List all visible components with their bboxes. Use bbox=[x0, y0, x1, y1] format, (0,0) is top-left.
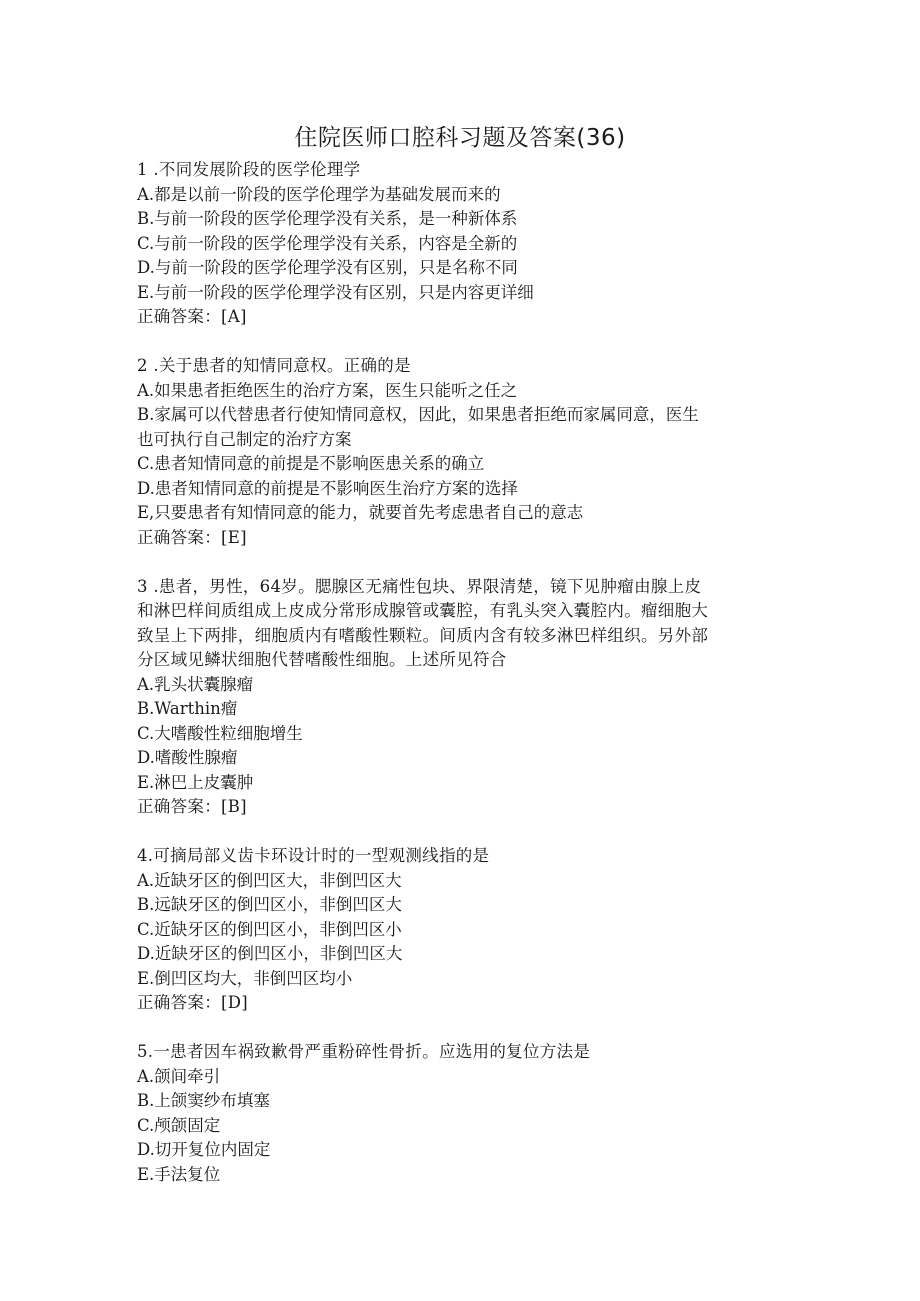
answer-option: A.都是以前一阶段的医学伦理学为基础发展而来的 bbox=[137, 184, 501, 204]
answer-option: 也可执行自己制定的治疗方案 bbox=[137, 429, 352, 449]
correct-answer: 正确答案：[B] bbox=[137, 797, 247, 816]
answer-option: D.近缺牙区的倒凹区小，非倒凹区大 bbox=[137, 944, 403, 963]
answer-option: E.淋巴上皮囊肿 bbox=[137, 772, 254, 792]
correct-answer: 正确答案：[E] bbox=[137, 527, 247, 547]
question-stem: 3 .患者，男性，64岁。腮腺区无痛性包块、界限清楚，镜下见肿瘤由腺上皮 bbox=[137, 576, 702, 596]
question-stem: 分区域见鳞状细胞代替嗜酸性细胞。上述所见符合 bbox=[137, 650, 507, 669]
answer-option: A.颌间牵引 bbox=[137, 1066, 221, 1086]
answer-option: C.大嗜酸性粒细胞增生 bbox=[137, 723, 303, 743]
answer-option: D.切开复位内固定 bbox=[137, 1140, 271, 1159]
question-stem: 5.一患者因车祸致歉骨严重粉碎性骨折。应选用的复位方法是 bbox=[137, 1042, 591, 1061]
answer-option: D.嗜酸性腺瘤 bbox=[137, 748, 238, 767]
answer-option: B.Warthin瘤 bbox=[137, 699, 238, 718]
page-title: 住院医师口腔科习题及答案(36) bbox=[294, 125, 626, 151]
answer-option: B.上颌窦纱布填塞 bbox=[137, 1091, 270, 1110]
answer-option: E,只要患者有知情同意的能力，就要首先考虑患者自己的意志 bbox=[137, 503, 584, 522]
answer-option: A.近缺牙区的倒凹区大，非倒凹区大 bbox=[137, 870, 402, 890]
answer-option: B.家属可以代替患者行使知情同意权，因此，如果患者拒绝而家属同意，医生 bbox=[137, 405, 699, 424]
answer-option: C.颅颌固定 bbox=[137, 1115, 221, 1135]
answer-option: A.乳头状囊腺瘤 bbox=[137, 674, 254, 694]
answer-option: C.与前一阶段的医学伦理学没有关系，内容是全新的 bbox=[137, 233, 518, 253]
answer-option: E.与前一阶段的医学伦理学没有区别，只是内容更详细 bbox=[137, 282, 534, 302]
question-3 bbox=[137, 575, 777, 820]
answer-option: A.如果患者拒绝医生的治疗方案，医生只能听之任之 bbox=[137, 380, 518, 400]
answer-option: D.患者知情同意的前提是不影响医生治疗方案的选择 bbox=[137, 478, 518, 498]
question-2 bbox=[137, 354, 777, 550]
answer-option: D.与前一阶段的医学伦理学没有区别，只是名称不同 bbox=[137, 258, 518, 277]
question-1 bbox=[137, 158, 777, 330]
answer-option: B.与前一阶段的医学伦理学没有关系，是一种新体系 bbox=[137, 209, 518, 228]
answer-option: B.远缺牙区的倒凹区小，非倒凹区大 bbox=[137, 895, 402, 914]
question-stem: 2 .关于患者的知情同意权。正确的是 bbox=[137, 356, 411, 375]
question-5 bbox=[137, 1040, 777, 1187]
question-4 bbox=[137, 844, 777, 1016]
question-list bbox=[137, 158, 777, 1212]
answer-option: C.患者知情同意的前提是不影响医患关系的确立 bbox=[137, 454, 485, 473]
answer-option: E.倒凹区均大，非倒凹区均小 bbox=[137, 968, 353, 988]
answer-option: E.手法复位 bbox=[137, 1164, 221, 1184]
question-stem: 1 .不同发展阶段的医学伦理学 bbox=[137, 160, 361, 179]
correct-answer: 正确答案：[D] bbox=[137, 993, 249, 1012]
correct-answer: 正确答案：[A] bbox=[137, 307, 247, 326]
question-stem: 和淋巴样间质组成上皮成分常形成腺管或囊腔，有乳头突入囊腔内。瘤细胞大 bbox=[137, 601, 709, 620]
question-stem: 4.可摘局部义齿卡环设计时的一型观测线指的是 bbox=[137, 846, 490, 865]
answer-option: C.近缺牙区的倒凹区小，非倒凹区小 bbox=[137, 919, 402, 939]
question-stem: 致呈上下两排，细胞质内有嗜酸性颗粒。间质内含有较多淋巴样组织。另外部 bbox=[137, 625, 709, 645]
